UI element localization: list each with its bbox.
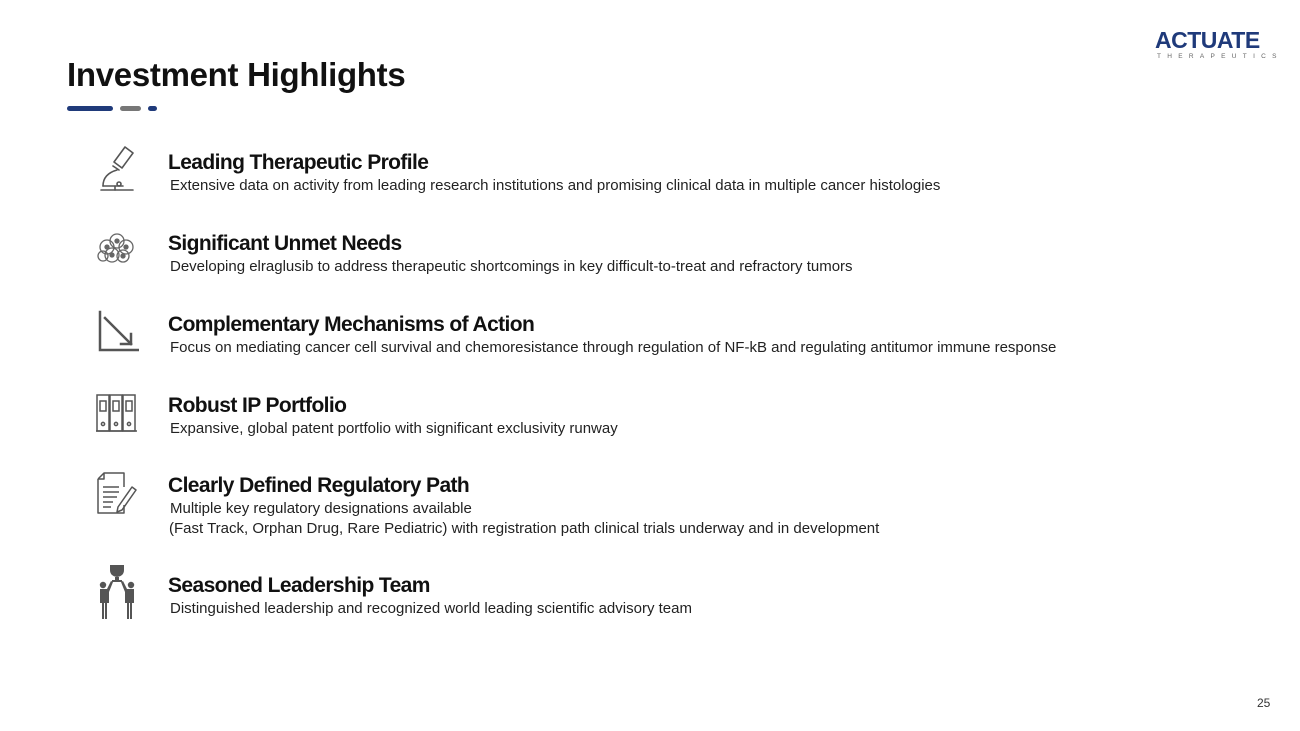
logo-wordmark: ACTUATE xyxy=(1155,27,1260,53)
highlight-title: Seasoned Leadership Team xyxy=(168,574,430,597)
title-accent-bar xyxy=(67,106,113,111)
highlight-description: Extensive data on activity from leading research institutions and promising clinical data in multiple cancer histologies xyxy=(170,177,941,194)
page-number: 25 xyxy=(1257,696,1271,710)
team-trophy-icon xyxy=(95,563,139,615)
logo-subtitle: THERAPEUTICS xyxy=(1157,53,1283,60)
highlight-description: Distinguished leadership and recognized world leading scientific advisory team xyxy=(170,600,692,617)
highlight-title: Leading Therapeutic Profile xyxy=(168,151,429,174)
page-title: Investment Highlights xyxy=(67,56,406,93)
binders-icon xyxy=(95,387,139,439)
highlight-description-line2: (Fast Track, Orphan Drug, Rare Pediatric) with registration path clinical trials underway and in development xyxy=(169,520,880,537)
highlight-title: Clearly Defined Regulatory Path xyxy=(168,474,470,497)
highlight-description: Multiple key regulatory designations available xyxy=(170,500,472,517)
highlight-description: Focus on mediating cancer cell survival and chemoresistance through regulation of NF-kB and regulating antitumor immune response xyxy=(170,339,1057,356)
title-accent-bar xyxy=(120,106,141,111)
highlight-title: Robust IP Portfolio xyxy=(168,394,347,417)
company-logo xyxy=(1155,26,1283,62)
highlight-title: Complementary Mechanisms of Action xyxy=(168,313,535,336)
microscope-icon xyxy=(95,144,139,196)
cancer-cells-icon xyxy=(95,225,139,277)
document-pen-icon xyxy=(95,467,139,519)
downward-trend-arrow-icon xyxy=(95,306,139,358)
highlight-description: Expansive, global patent portfolio with significant exclusivity runway xyxy=(170,420,618,437)
title-accent-bar xyxy=(148,106,157,111)
highlight-title: Significant Unmet Needs xyxy=(168,232,402,255)
highlight-description: Developing elraglusib to address therapeutic shortcomings in key difficult-to-treat and refractory tumors xyxy=(170,258,853,275)
